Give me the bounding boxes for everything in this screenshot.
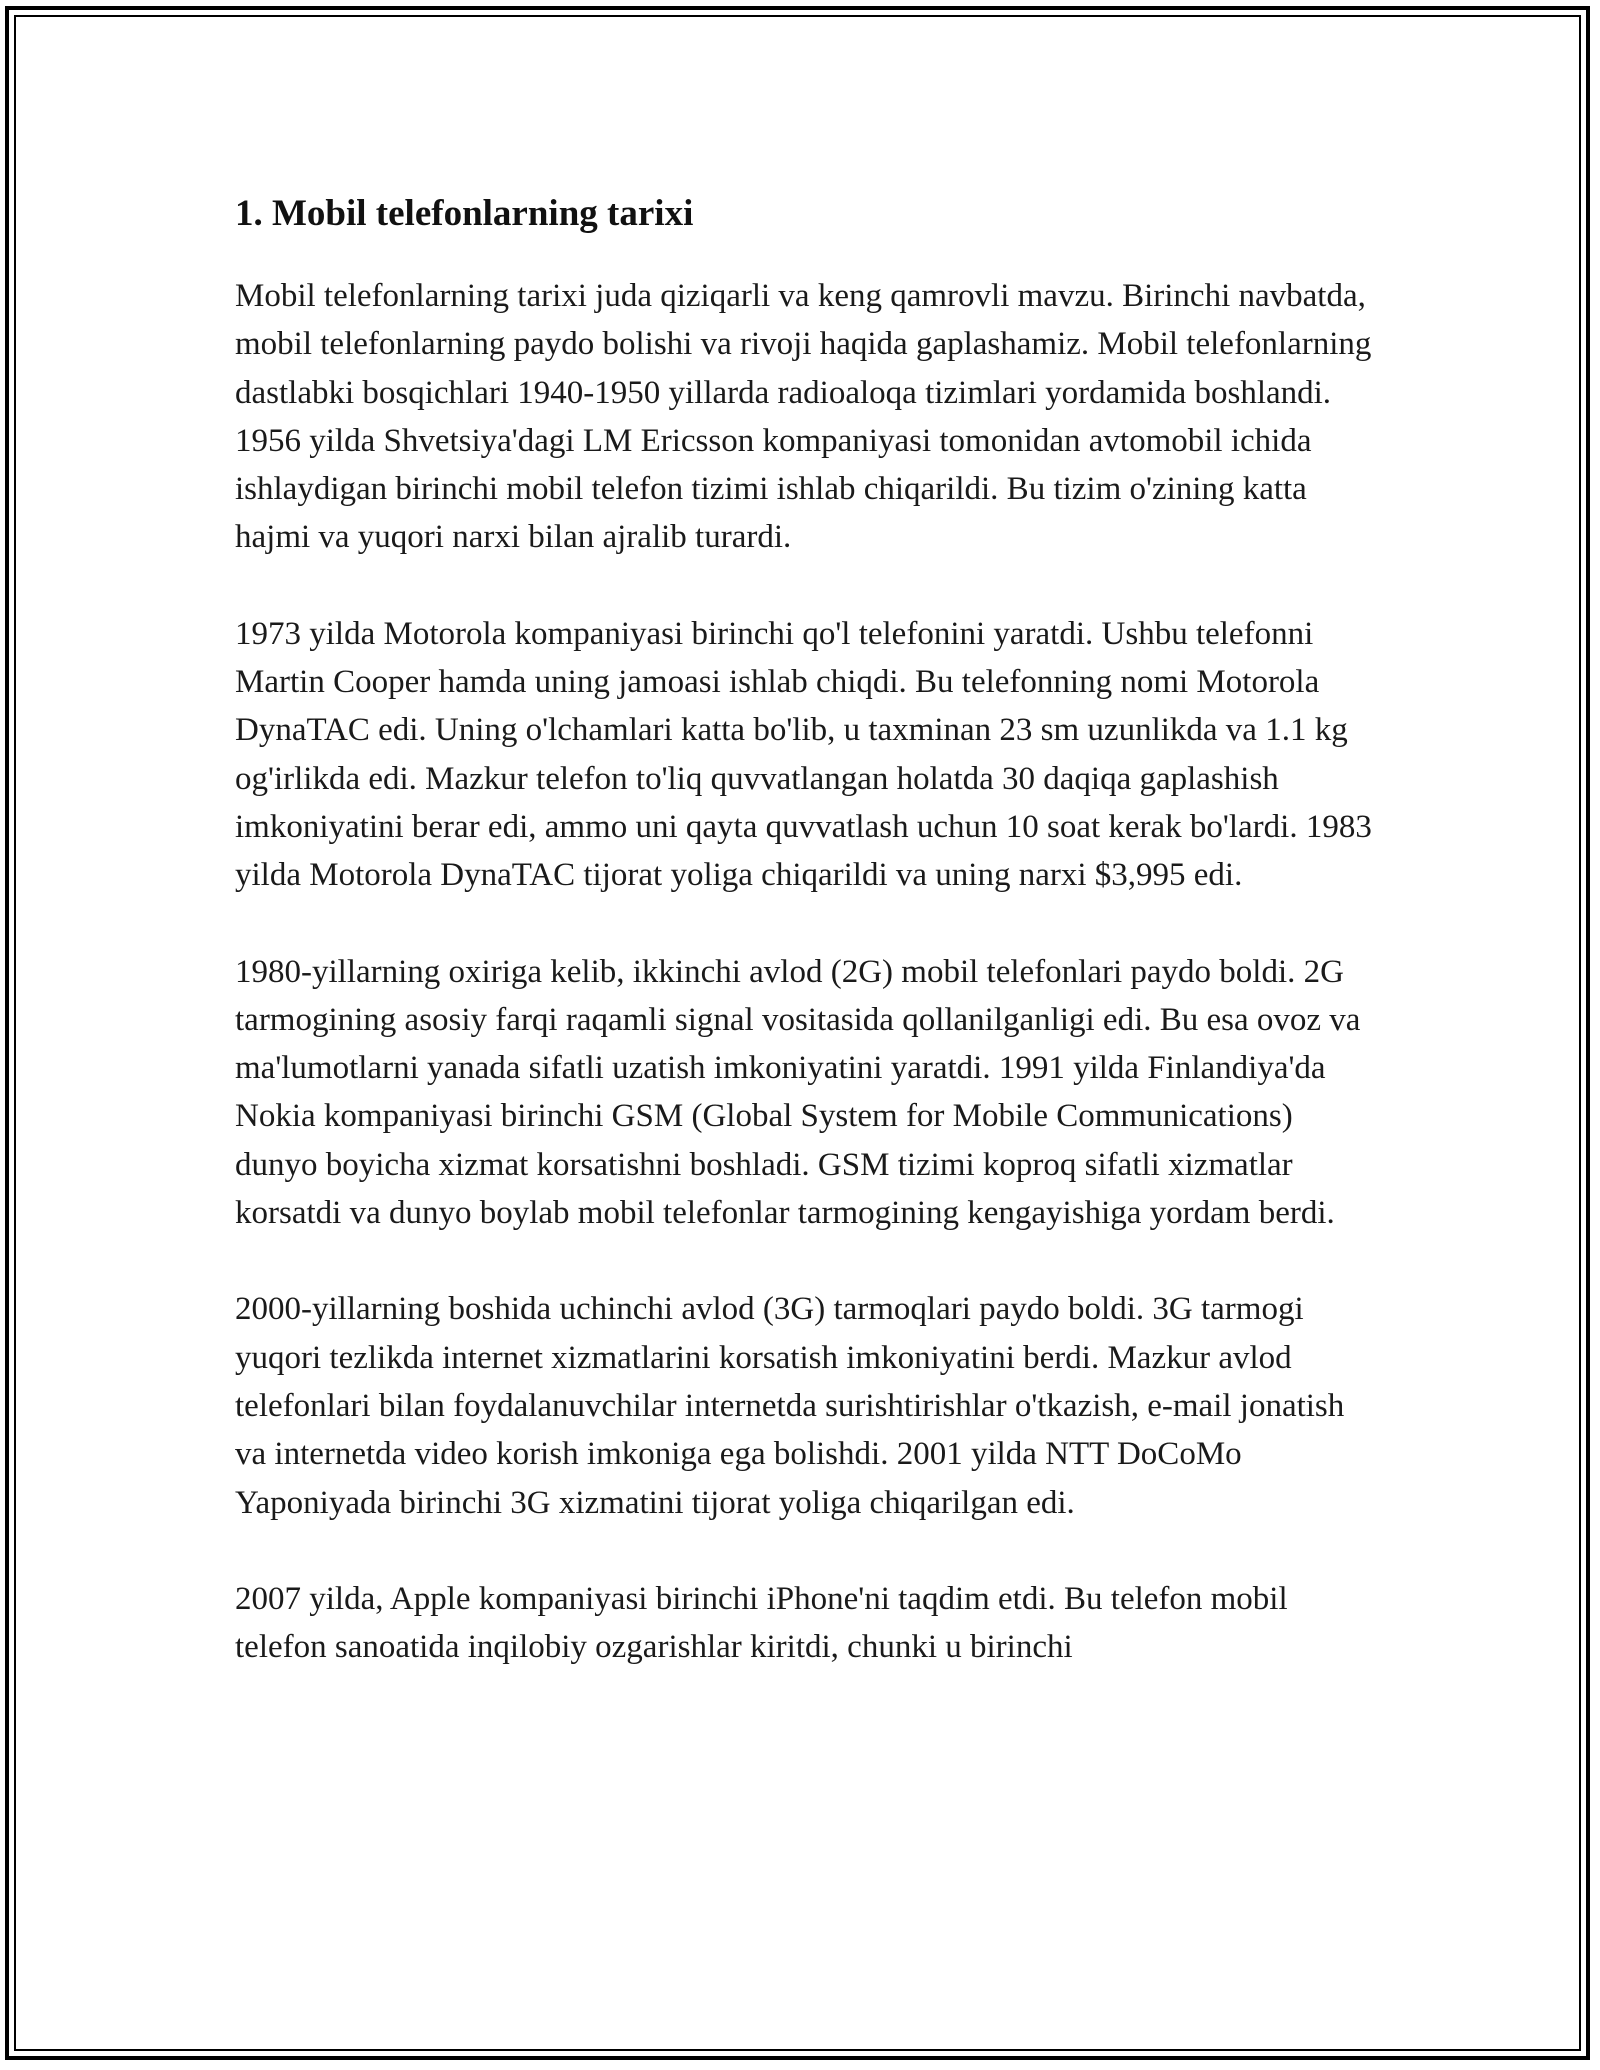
paragraph-iphone: 2007 yilda, Apple kompaniyasi birinchi iPhone'ni taqdim etdi. Bu telefon mobil telefon sanoatida inqilobiy ozgarishlar kiritdi, chunki u birinchi	[235, 1580, 1288, 1666]
paragraph-3g: 2000-yillarning boshida uchinchi avlod (3G) tarmoqlari paydo boldi. 3G tarmogi yuqori tezlikda internet xizmatlarini korsatish imkoniyatini berdi. Mazkur avlod telefonlari bilan foydalanuvchilar internetda surishtirishlar o'tkazish, e-mail jonatish va internetda video korish imkoniga ega bolishdi. 2001 yilda NTT DoCoMo Yaponiyada birinchi 3G xizmatini tijorat yoliga chiqarilgan edi.	[235, 1291, 1345, 1521]
document-body	[235, 186, 1375, 1719]
paragraph-2g-gsm: 1980-yillarning oxiriga kelib, ikkinchi avlod (2G) mobil telefonlari paydo boldi. 2G tarmogining asosiy farqi raqamli signal vositasida qollanilganligi edi. Bu esa ovoz va ma'lumotlarni yanada sifatli uzatish imkoniyatini yaratdi. 1991 yilda Finlandiya'da Nokia kompaniyasi birinchi GSM (Global System for Mobile Communications) dunyo boyicha xizmat korsatishni boshladi. GSM tizimi koproq sifatli xizmatlar korsatdi va dunyo boylab mobil telefonlar tarmogining kengayishiga yordam berdi.	[235, 953, 1361, 1232]
paragraph-motorola-dynatac: 1973 yilda Motorola kompaniyasi birinchi qo'l telefonini yaratdi. Ushbu telefonni Martin Cooper hamda uning jamoasi ishlab chiqdi. Bu telefonning nomi Motorola DynaTAC edi. Uning o'lchamlari katta bo'lib, u taxminan 23 sm uzunlikda va 1.1 kg og'irlikda edi. Mazkur telefon to'liq quvvatlangan holatda 30 daqiqa gaplashish imkoniyatini berar edi, ammo uni qayta quvvatlash uchun 10 soat kerak bo'lardi. 1983 yilda Motorola DynaTAC tijorat yoliga chiqarildi va uning narxi $3,995 edi.	[235, 615, 1372, 894]
paragraph-early-history: Mobil telefonlarning tarixi juda qiziqarli va keng qamrovli mavzu. Birinchi navbatda, mobil telefonlarning paydo bolishi va rivoji haqida gaplashamiz. Mobil telefonlarning dastlabki bosqichlari 1940-1950 yillarda radioaloqa tizimlari yordamida boshlandi. 1956 yilda Shvetsiya'dagi LM Ericsson kompaniyasi tomonidan avtomobil ichida ishlaydigan birinchi mobil telefon tizimi ishlab chiqarildi. Bu tizim o'zining katta hajmi va yuqori narxi bilan ajralib turardi.	[235, 278, 1372, 556]
section-heading: 1. Mobil telefonlarning tarixi	[235, 193, 694, 234]
